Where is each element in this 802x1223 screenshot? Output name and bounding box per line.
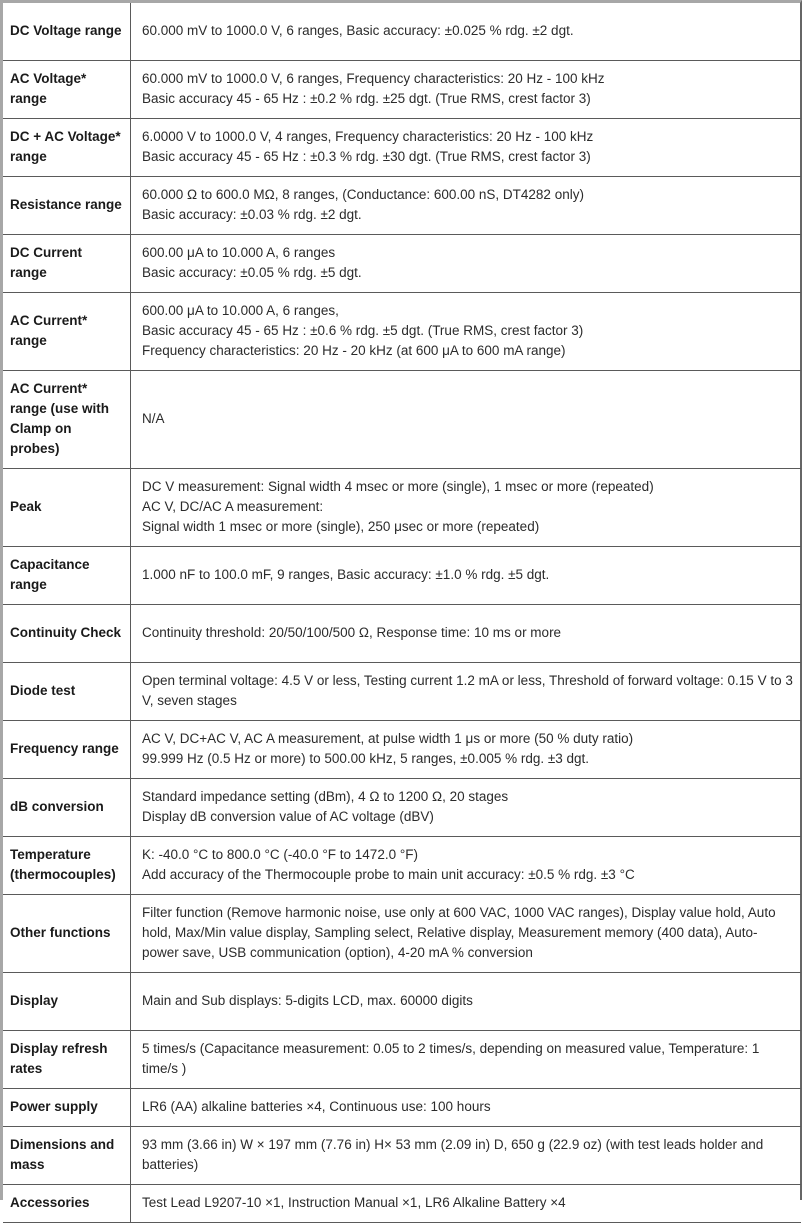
spec-row (3, 234, 801, 292)
spec-value (131, 662, 802, 720)
spec-value-line: 60.000 mV to 1000.0 V, 6 ranges, Basic accuracy: ±0.025 % rdg. ±2 dgt. (142, 23, 574, 39)
spec-value-line: Continuity threshold: 20/50/100/500 Ω, Response time: 10 ms or more (142, 625, 562, 640)
spec-value (131, 1030, 802, 1088)
spec-value-line: DC V measurement: Signal width 4 msec or more (single), 1 msec or more (repeated) (142, 479, 654, 494)
spec-value (131, 894, 802, 972)
spec-value-line: 600.00 μA to 10.000 A, 6 ranges (142, 245, 336, 260)
spec-value (131, 720, 802, 778)
spec-row (3, 546, 801, 604)
spec-label: Frequency range (3, 720, 131, 778)
spec-value (131, 836, 802, 894)
spec-label: AC Current* range (use with Clamp on probes) (3, 370, 131, 468)
spec-value (131, 118, 802, 176)
spec-label: Temperature (thermocouples) (3, 836, 131, 894)
spec-value (131, 3, 802, 60)
spec-value (131, 234, 802, 292)
spec-value-line: AC V, DC/AC A measurement: (142, 499, 324, 514)
spec-value (131, 176, 802, 234)
spec-value-line: Main and Sub displays: 5-digits LCD, max. 60000 digits (142, 993, 473, 1008)
specifications-table-body (3, 3, 801, 1222)
spec-value (131, 1088, 802, 1126)
spec-label: dB conversion (3, 778, 131, 836)
spec-value-line: Basic accuracy: ±0.03 % rdg. ±2 dgt. (142, 207, 362, 222)
spec-row (3, 118, 801, 176)
spec-value-line: 6.0000 V to 1000.0 V, 4 ranges, Frequency characteristics: 20 Hz - 100 kHz (142, 129, 594, 144)
spec-value-line: Test Lead L9207-10 ×1, Instruction Manual ×1, LR6 Alkaline Battery ×4 (142, 1195, 566, 1210)
spec-row (3, 972, 801, 1030)
spec-value-line: Filter function (Remove harmonic noise, use only at 600 VAC, 1000 VAC ranges), Display value hold, Auto hold, Max/Min value display, Sampling select, Relative display, Measurement memory (400 data), Auto-power save, USB communication (option), 4-20 mA % conversion (142, 905, 776, 960)
spec-label: Accessories (3, 1184, 131, 1222)
spec-row (3, 468, 801, 546)
spec-label: Display refresh rates (3, 1030, 131, 1088)
spec-row (3, 3, 801, 60)
spec-value (131, 972, 802, 1030)
spec-value-line: 60.000 Ω to 600.0 MΩ, 8 ranges, (Conductance: 600.00 nS, DT4282 only) (142, 187, 584, 202)
spec-value-line: Signal width 1 msec or more (single), 250 μsec or more (repeated) (142, 519, 540, 534)
spec-value-line: 60.000 mV to 1000.0 V, 6 ranges, Frequency characteristics: 20 Hz - 100 kHz (142, 71, 605, 86)
spec-label: DC Voltage range (3, 3, 131, 60)
spec-row (3, 370, 801, 468)
spec-row (3, 176, 801, 234)
spec-row (3, 720, 801, 778)
spec-value-line: Frequency characteristics: 20 Hz - 20 kHz (at 600 μA to 600 mA range) (142, 343, 566, 358)
spec-value (131, 60, 802, 118)
spec-label: DC Current range (3, 234, 131, 292)
spec-label: Peak (3, 468, 131, 546)
spec-value-line: Basic accuracy 45 - 65 Hz : ±0.6 % rdg. ±5 dgt. (True RMS, crest factor 3) (142, 323, 584, 338)
spec-value-line: Add accuracy of the Thermocouple probe to main unit accuracy: ±0.5 % rdg. ±3 °C (142, 867, 635, 882)
spec-row (3, 1184, 801, 1222)
spec-value (131, 546, 802, 604)
spec-value-line: 5 times/s (Capacitance measurement: 0.05 to 2 times/s, depending on measured value, Temperature: 1 time/s ) (142, 1041, 760, 1076)
spec-value (131, 370, 802, 468)
spec-label: Resistance range (3, 176, 131, 234)
spec-row (3, 1088, 801, 1126)
spec-value (131, 778, 802, 836)
spec-row (3, 1126, 801, 1184)
spec-value-line: 1.000 nF to 100.0 mF, 9 ranges, Basic accuracy: ±1.0 % rdg. ±5 dgt. (142, 567, 550, 582)
spec-label: Power supply (3, 1088, 131, 1126)
spec-value-line: Standard impedance setting (dBm), 4 Ω to 1200 Ω, 20 stages (142, 789, 509, 804)
spec-row (3, 662, 801, 720)
spec-label: DC + AC Voltage* range (3, 118, 131, 176)
spec-value-line: 600.00 μA to 10.000 A, 6 ranges, (142, 303, 339, 318)
spec-row (3, 1030, 801, 1088)
spec-label: Other functions (3, 894, 131, 972)
spec-value-line: 93 mm (3.66 in) W × 197 mm (7.76 in) H× 53 mm (2.09 in) D, 650 g (22.9 oz) (with test leads holder and batteries) (142, 1137, 764, 1172)
spec-row (3, 836, 801, 894)
spec-label: Capacitance range (3, 546, 131, 604)
spec-label: AC Current* range (3, 292, 131, 370)
specifications-table (3, 3, 801, 1223)
spec-value-line: N/A (142, 411, 165, 426)
spec-value (131, 1184, 802, 1222)
spec-label: Diode test (3, 662, 131, 720)
spec-value-line: Display dB conversion value of AC voltage (dBV) (142, 809, 434, 824)
spec-label: Display (3, 972, 131, 1030)
spec-row (3, 894, 801, 972)
spec-value (131, 1126, 802, 1184)
spec-label: Dimensions and mass (3, 1126, 131, 1184)
spec-value-line: AC V, DC+AC V, AC A measurement, at pulse width 1 μs or more (50 % duty ratio) (142, 731, 634, 746)
spec-row (3, 60, 801, 118)
spec-value-line: 99.999 Hz (0.5 Hz or more) to 500.00 kHz, 5 ranges, ±0.005 % rdg. ±3 dgt. (142, 751, 590, 766)
spec-value-line: K: -40.0 °C to 800.0 °C (-40.0 °F to 1472.0 °F) (142, 847, 418, 862)
spec-row (3, 778, 801, 836)
spec-value-line: Basic accuracy: ±0.05 % rdg. ±5 dgt. (142, 265, 362, 280)
spec-label: AC Voltage* range (3, 60, 131, 118)
spec-label: Continuity Check (3, 604, 131, 662)
spec-value-line: Open terminal voltage: 4.5 V or less, Testing current 1.2 mA or less, Threshold of forward voltage: 0.15 V to 3 V, seven stages (142, 673, 793, 708)
spec-value-line: Basic accuracy 45 - 65 Hz : ±0.2 % rdg. ±25 dgt. (True RMS, crest factor 3) (142, 91, 591, 106)
spec-value-line: LR6 (AA) alkaline batteries ×4, Continuous use: 100 hours (142, 1099, 491, 1114)
spec-row (3, 292, 801, 370)
spec-value (131, 604, 802, 662)
spec-row (3, 604, 801, 662)
spec-value (131, 292, 802, 370)
spec-value (131, 468, 802, 546)
spec-value-line: Basic accuracy 45 - 65 Hz : ±0.3 % rdg. ±30 dgt. (True RMS, crest factor 3) (142, 149, 591, 164)
